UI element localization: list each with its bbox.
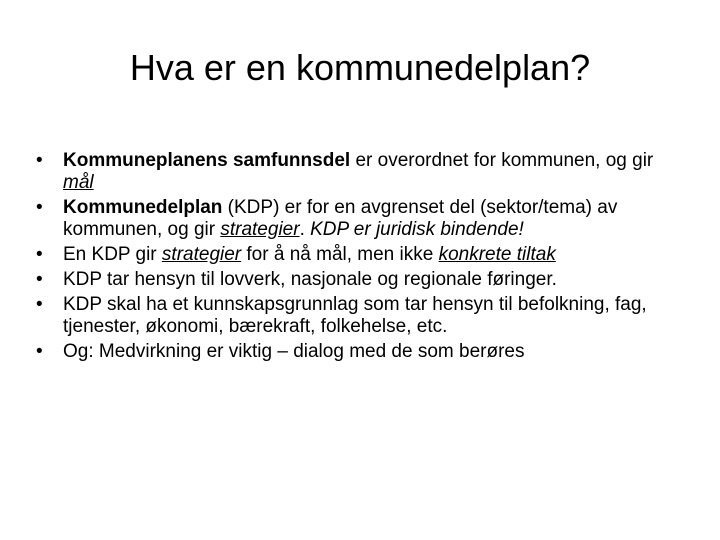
bullet-emphasis: mål [63,172,94,193]
bullet-text: (KDP) er for en avgrenset del (sektor/tema) av kommunen, og gir [63,197,618,240]
bullet-icon: • [36,294,43,315]
bullet-text: Og: Medvirkning er viktig – dialog med de som berøres [63,341,525,362]
bullet-emphasis: strategier [220,219,300,240]
bullet-italic-text: KDP er juridisk bindende! [310,219,524,240]
bullet-item [36,269,676,291]
slide-title: Hva er en kommunedelplan? [129,47,591,88]
bullet-text: KDP skal ha et kunnskapsgrunnlag som tar hensyn til befolkning, fag, tjenester, økonomi, bærekraft, folkehelse, etc. [63,294,647,337]
bullet-emphasis: strategier [161,244,242,265]
bullet-icon: • [36,150,43,171]
bullet-bold-text: Kommunedelplan [63,197,223,218]
bullet-item [36,244,676,266]
bullet-icon: • [36,269,43,290]
bullet-text-mid: for å nå mål, men ikke [241,244,439,265]
bullet-icon: • [36,244,43,265]
bullet-icon: • [36,341,43,362]
bullet-item [36,197,676,241]
bullet-bold-text: Kommuneplanens samfunnsdel [63,150,351,171]
bullet-text-tail: . [299,219,311,240]
bullet-item [36,294,676,338]
bullet-list [36,150,676,366]
bullet-text: KDP tar hensyn til lovverk, nasjonale og regionale føringer. [63,269,557,290]
bullet-icon: • [36,197,43,218]
bullet-text: En KDP gir [63,244,162,265]
bullet-emphasis-2: konkrete tiltak [438,244,556,265]
bullet-item [36,150,676,194]
bullet-item [36,341,676,363]
bullet-text: er overordnet for kommunen, og gir [350,150,654,171]
